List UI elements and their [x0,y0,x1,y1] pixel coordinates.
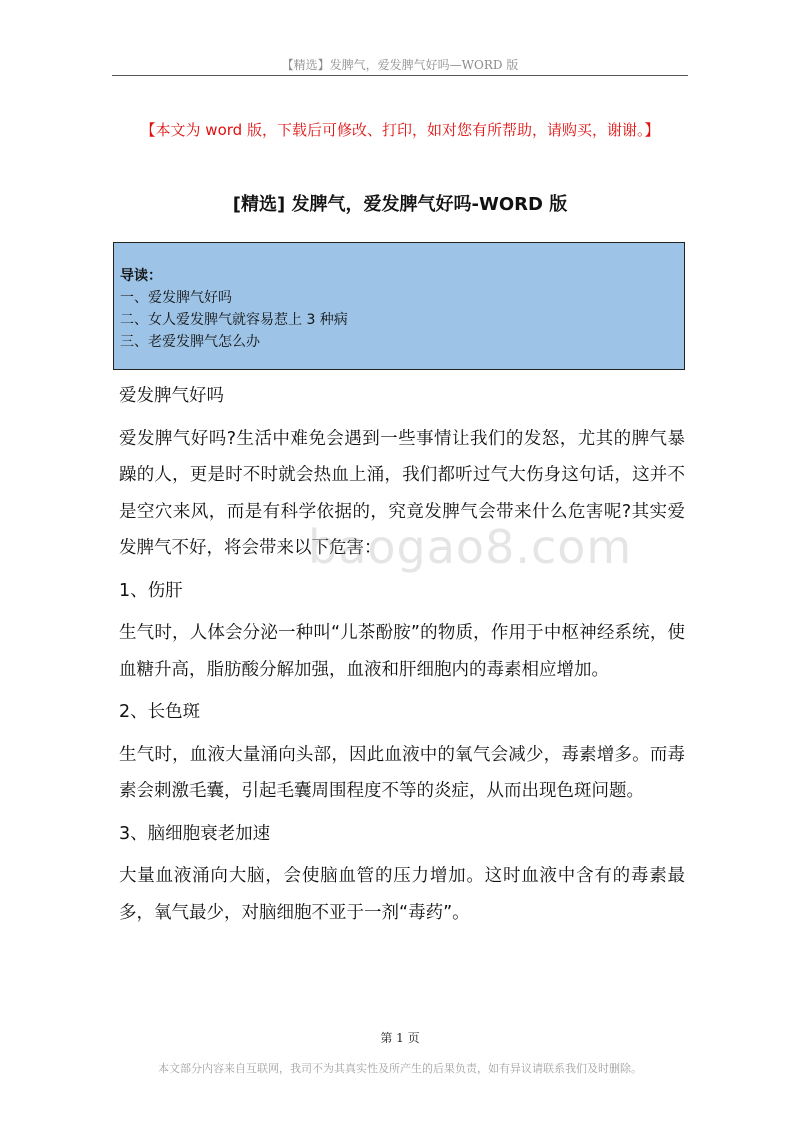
guide-box [113,242,685,370]
intro-paragraph: 爱发脾气好吗?生活中难免会遇到一些事情让我们的发怒，尤其的脾气暴躁的人，更是时不时就会热血上涌，我们都听过气大伤身这句话，这并不是空穴来风，而是有科学依据的，究竟发脾气会带来什么危害呢?其实爱发脾气不好，将会带来以下危害： [119,428,685,558]
header-divider [112,75,688,76]
guide-item: 二、女人爱发脾气就容易惹上 3 种病 [120,312,348,328]
section-title: 1、伤肝 [119,580,183,601]
site-watermark: baogao8.com [308,520,633,574]
footer-disclaimer: 本文部分内容来自互联网，我司不为其真实性及所产生的后果负责，如有异议请联系我们及时删除。 [158,1062,642,1075]
guide-item: 三、老爱发脾气怎么办 [120,334,260,350]
article-body [119,378,685,937]
section-heading: 爱发脾气好吗 [119,386,224,406]
page-header: 【精选】发脾气，爱发脾气好吗—WORD 版 [281,58,519,72]
section-title: 2、长色斑 [119,702,201,722]
section-text: 大量血液涌向大脑，会使脑血管的压力增加。这时血液中含有的毒素最多，氧气最少，对脑细胞不亚于一剂“毒药”。 [119,866,685,923]
section-title: 3、脑细胞衰老加速 [119,823,271,844]
guide-item: 一、爱发脾气好吗 [120,290,232,306]
purchase-notice: 【本文为 word 版，下载后可修改、打印，如对您有所帮助，请购买，谢谢。】 [140,121,660,139]
guide-label: 导读： [120,268,162,284]
page-number: 第 1 页 [380,1031,420,1045]
document-title: [精选] 发脾气，爱发脾气好吗-WORD 版 [232,194,568,215]
section-text: 生气时，人体会分泌一种叫“儿茶酚胺”的物质，作用于中枢神经系统，使血糖升高，脂肪酸分解加强，血液和肝细胞内的毒素相应增加。 [119,623,685,680]
section-text: 生气时，血液大量涌向头部，因此血液中的氧气会减少，毒素增多。而毒素会刺激毛囊，引起毛囊周围程度不等的炎症，从而出现色斑问题。 [119,744,685,801]
